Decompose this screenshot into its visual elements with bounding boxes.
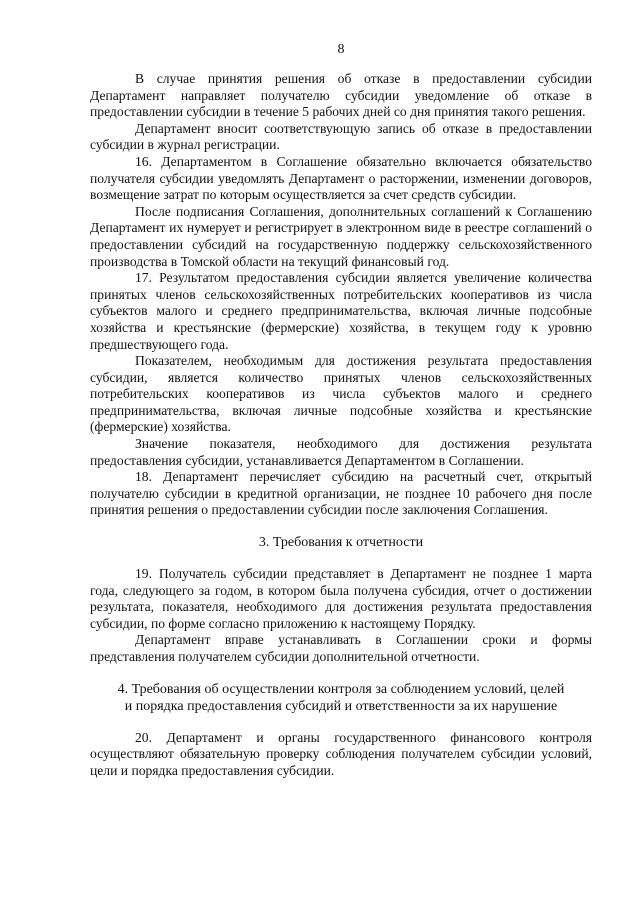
- paragraph: В случае принятия решения об отказе в предоставлении субсидии Департамент направляет получателю субсидии уведомление об отказе в предоставлении субсидии в течение 5 рабочих дней со дня принятия такого решения.: [90, 71, 592, 120]
- section-3-heading: 3. Требования к отчетности: [258, 535, 424, 551]
- page-number: 8: [337, 42, 345, 57]
- section-4-heading-line2: и порядка предоставления субсидий и ответственности за их нарушение: [124, 698, 558, 714]
- paragraph: 18. Департамент перечисляет субсидию на расчетный счет, открытый получателю субсидии в кредитной организации, не позднее 10 рабочего дня после принятия решения о предоставлении субсидии после заключения Соглашения.: [90, 469, 592, 518]
- paragraph: 19. Получатель субсидии представляет в Департамент не позднее 1 марта года, следующего за годом, в котором была получена субсидия, отчет о достижении результата, показателя, необходимого для достижения результата предоставления субсидии, по форме согласно приложению к настоящему Порядку.: [90, 566, 592, 631]
- paragraph: 20. Департамент и органы государственного финансового контроля осуществляют обязательную проверку соблюдения получателем субсидии условий, цели и порядка предоставления субсидии.: [90, 729, 592, 778]
- paragraph: Департамент вправе устанавливать в Соглашении сроки и формы представления получателем субсидии дополнительной отчетности.: [90, 632, 592, 664]
- paragraph: 16. Департаментом в Соглашение обязательно включается обязательство получателя субсидии уведомлять Департамент о расторжении, изменении договоров, возмещение затрат по которым осуществляется за счет средств субсидии.: [90, 153, 592, 203]
- paragraph: 17. Результатом предоставления субсидии является увеличение количества принятых членов сельскохозяйственных потребительских кооперативов из числа субъектов малого и среднего предпринимательства, включая личные подсобные хозяйства и крестьянские (фермерские) хозяйства, в текущем году к уровню предшествующего года.: [90, 270, 592, 352]
- paragraph: Значение показателя, необходимого для достижения результата предоставления субсидии, устанавливается Департаментом в Соглашении.: [90, 436, 592, 468]
- section-4-heading-line1: 4. Требования об осуществлении контроля за соблюдением условий, целей: [117, 681, 565, 697]
- paragraph: Показателем, необходимым для достижения результата предоставления субсидии, является количество принятых членов сельскохозяйственных потребительских кооперативов из числа субъектов малого и среднего предпринимательства, включая личные подсобные хозяйства и крестьянские (фермерские) хозяйства.: [90, 353, 592, 435]
- paragraph: После подписания Соглашения, дополнительных соглашений к Соглашению Департамент их нумерует и регистрирует в электронном виде в реестре соглашений о предоставлении субсидий на государственную поддержку сельскохозяйственного производства в Томской области на текущий финансовый год.: [90, 203, 592, 269]
- document-body: [90, 71, 592, 779]
- paragraph: Департамент вносит соответствующую запись об отказе в предоставлении субсидии в журнал регистрации.: [90, 120, 592, 153]
